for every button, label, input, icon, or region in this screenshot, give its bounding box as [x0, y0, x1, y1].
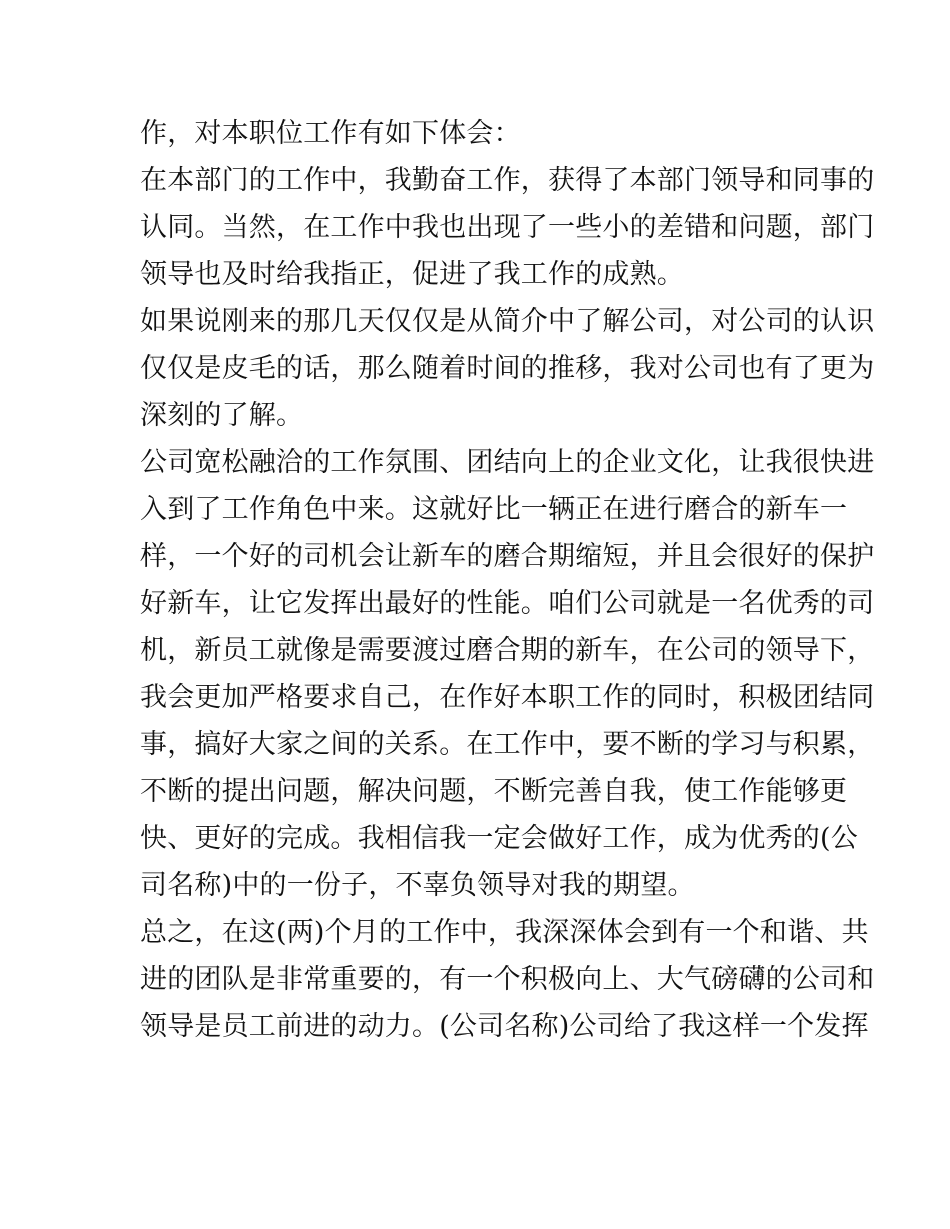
text-line: 作，对本职位工作有如下体会：: [140, 118, 521, 149]
text-line: 事，搞好大家之间的关系。在工作中，要不断的学习与积累，: [140, 729, 875, 760]
text-line: 领导是员工前进的动力。(公司名称)公司给了我这样一个发挥: [140, 1011, 869, 1042]
text-line: 总之，在这(两)个月的工作中，我深深体会到有一个和谐、共: [140, 917, 869, 948]
text-line: 好新车，让它发挥出最好的性能。咱们公司就是一名优秀的司: [140, 588, 875, 619]
text-line: 样，一个好的司机会让新车的磨合期缩短，并且会很好的保护: [140, 541, 875, 572]
text-line: 快、更好的完成。我相信我一定会做好工作，成为优秀的(公: [140, 823, 858, 854]
text-line: 我会更加严格要求自己，在作好本职工作的同时，积极团结同: [140, 682, 875, 713]
text-line: 领导也及时给我指正，促进了我工作的成熟。: [140, 259, 684, 290]
text-line: 不断的提出问题，解决问题，不断完善自我，使工作能够更: [140, 776, 848, 807]
text-line: 入到了工作角色中来。这就好比一辆正在进行磨合的新车一: [140, 494, 848, 525]
text-line: 如果说刚来的那几天仅仅是从简介中了解公司，对公司的认识: [140, 306, 875, 337]
document-body: [140, 110, 875, 1050]
text-line: 进的团队是非常重要的，有一个积极向上、大气磅礴的公司和: [140, 964, 875, 995]
text-line: 在本部门的工作中，我勤奋工作，获得了本部门领导和同事的: [140, 165, 875, 196]
text-line: 公司宽松融洽的工作氛围、团结向上的企业文化，让我很快进: [140, 447, 875, 478]
text-line: 机，新员工就像是需要渡过磨合期的新车，在公司的领导下，: [140, 635, 875, 666]
text-line: 司名称)中的一份子，不辜负领导对我的期望。: [140, 870, 695, 901]
text-line: 仅仅是皮毛的话，那么随着时间的推移，我对公司也有了更为: [140, 353, 875, 384]
text-line: 深刻的了解。: [140, 400, 304, 431]
text-line: 认同。当然，在工作中我也出现了一些小的差错和问题，部门: [140, 212, 875, 243]
